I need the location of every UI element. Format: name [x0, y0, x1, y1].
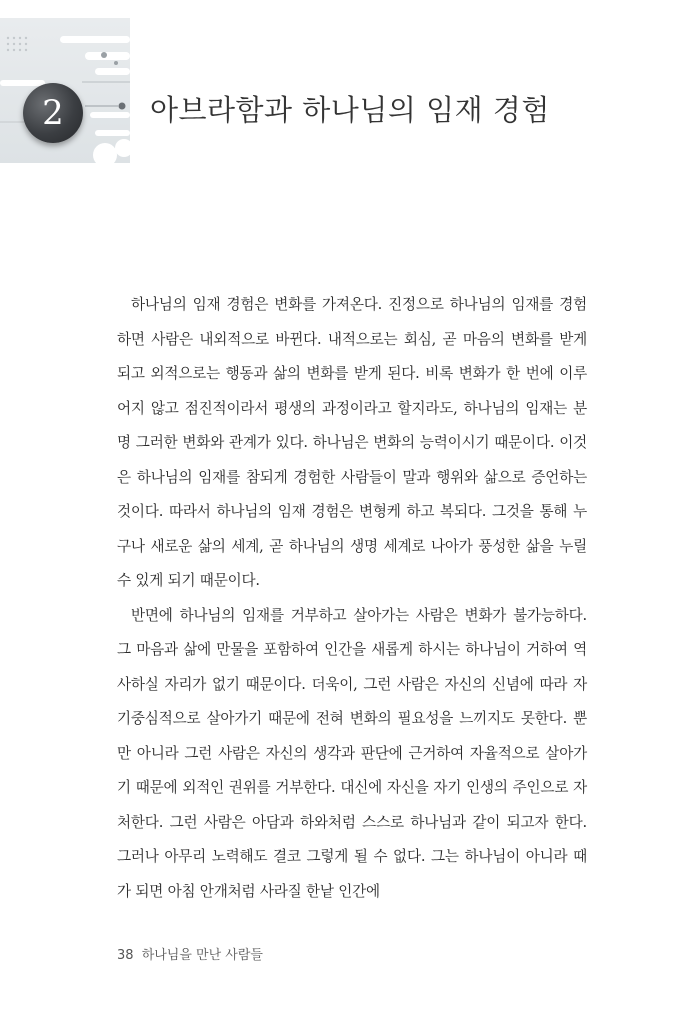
chapter-number: 2: [42, 93, 64, 133]
chapter-title: 아브라함과 하나님의 임재 경험: [150, 93, 550, 127]
chapter-header-decoration: [0, 18, 130, 163]
body-text: [117, 288, 587, 909]
paragraph: 반면에 하나님의 임재를 거부하고 살아가는 사람은 변화가 불가능하다. 그 마음과 삶에 만물을 포함하여 인간을 새롭게 하시는 하나님이 거하여 역사하실 자리가 없기 때문이다. 더욱이, 그런 사람은 자신의 신념에 따라 자기중심적으로 살아가기 때문에 전혀 변화의 필요성을 느끼지도 못한다. 뿐만 아니라 그런 사람은 자신의 생각과 판단에 근거하여 자율적으로 살아가기 때문에 외적인 권위를 거부한다. 대신에 자신을 자기 인생의 주인으로 자처한다. 그런 사람은 아담과 하와처럼 스스로 하나님과 같이 되고자 한다. 그러나 아무리 노력해도 결코 그렇게 될 수 없다. 그는 하나님이 아니라 때가 되면 아침 안개처럼 사라질 한낱 인간에: [117, 606, 587, 900]
chapter-number-badge: [23, 83, 83, 143]
running-title: 하나님을 만난 사람들: [141, 948, 263, 963]
paragraph: 하나님의 임재 경험은 변화를 가져온다. 진정으로 하나님의 임재를 경험하면 사람은 내외적으로 바뀐다. 내적으로는 회심, 곧 마음의 변화를 받게 되고 외적으로는 행동과 삶의 변화를 받게 된다. 비록 변화가 한 번에 이루어지 않고 점진적이라서 평생의 과정이라고 할지라도, 하나님의 임재는 분명 그러한 변화와 관계가 있다. 하나님은 변화의 능력이시기 때문이다. 이것은 하나님의 임재를 참되게 경험한 사람들이 말과 행위와 삶으로 증언하는 것이다. 따라서 하나님의 임재 경험은 변형케 하고 복되다. 그것을 통해 누구나 새로운 삶의 세계, 곧 하나님의 생명 세계로 나아가 풍성한 삶을 누릴 수 있게 되기 때문이다.: [117, 296, 587, 589]
page-footer: [117, 944, 263, 963]
page-number: 38: [117, 948, 134, 963]
